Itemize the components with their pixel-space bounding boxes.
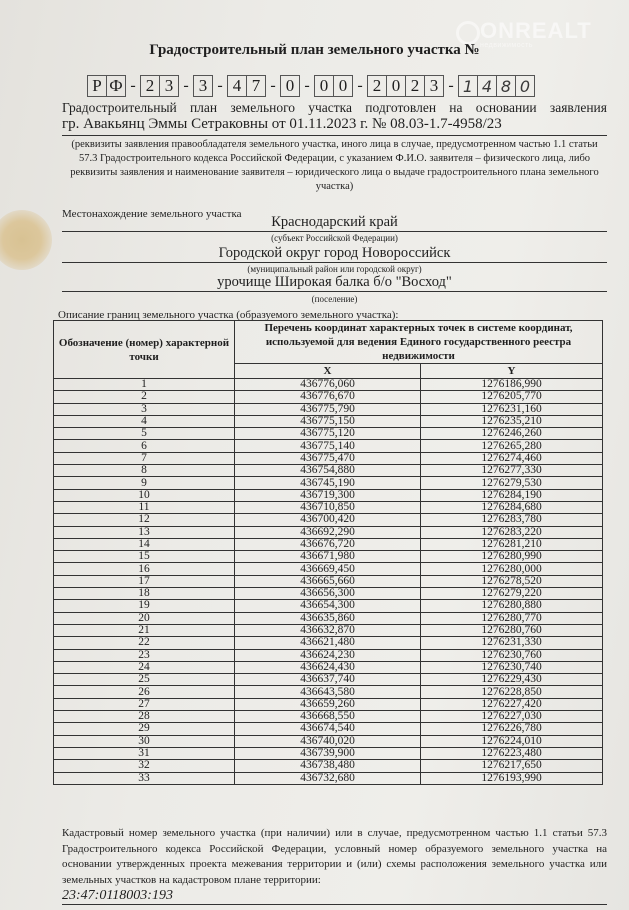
coord-y: 1276193,990 (421, 772, 603, 784)
table-row (54, 723, 603, 735)
point-number: 14 (54, 538, 235, 550)
location-settlement: урочище Широкая балка б/о "Восход" (62, 274, 607, 292)
point-number: 30 (54, 735, 235, 747)
coord-x: 436740,020 (235, 735, 421, 747)
table-row (54, 674, 603, 686)
point-number: 12 (54, 514, 235, 526)
table-row (54, 661, 603, 673)
table-row (54, 760, 603, 772)
coord-y: 1276280,760 (421, 624, 603, 636)
coord-x: 436643,580 (235, 686, 421, 698)
table-row (54, 477, 603, 489)
table-row (54, 698, 603, 710)
coord-y: 1276280,990 (421, 551, 603, 563)
point-number: 3 (54, 403, 235, 415)
number-segment (87, 75, 126, 97)
number-separator: - (448, 77, 454, 94)
number-separator: - (217, 77, 223, 94)
point-number: 26 (54, 686, 235, 698)
handwritten-digit: 0 (519, 76, 531, 96)
table-row (54, 563, 603, 575)
number-segment (314, 75, 353, 97)
table-row (54, 465, 603, 477)
coord-x: 436637,740 (235, 674, 421, 686)
coord-x: 436659,260 (235, 698, 421, 710)
number-segment (458, 75, 535, 97)
point-number: 28 (54, 711, 235, 723)
table-row (54, 452, 603, 464)
point-number: 2 (54, 391, 235, 403)
coord-y: 1276274,460 (421, 452, 603, 464)
number-char: 3 (164, 76, 174, 95)
point-number: 6 (54, 440, 235, 452)
number-segment (227, 75, 266, 97)
table-row (54, 612, 603, 624)
coord-y: 1276265,280 (421, 440, 603, 452)
number-segment (193, 75, 213, 97)
number-char: 2 (141, 76, 160, 96)
location-municipality-note: (муниципальный район или городской округ) (247, 264, 422, 274)
coord-x: 436621,480 (235, 637, 421, 649)
number-segment (140, 75, 179, 97)
point-number: 20 (54, 612, 235, 624)
coord-y: 1276283,220 (421, 526, 603, 538)
handwritten-digit: 8 (497, 76, 516, 96)
number-separator: - (130, 77, 136, 94)
number-char: 0 (285, 76, 295, 95)
coord-x: 436624,230 (235, 649, 421, 661)
number-segment (280, 75, 300, 97)
point-number: 24 (54, 661, 235, 673)
number-char: 2 (368, 76, 387, 96)
coord-y: 1276235,210 (421, 415, 603, 427)
point-number: 11 (54, 501, 235, 513)
table-row (54, 415, 603, 427)
coord-x: 436669,450 (235, 563, 421, 575)
coordinates-table (53, 320, 603, 785)
number-char: Р (88, 76, 107, 96)
coord-y: 1276223,480 (421, 747, 603, 759)
coord-x: 436654,300 (235, 600, 421, 612)
coord-x: 436656,300 (235, 588, 421, 600)
point-number: 15 (54, 551, 235, 563)
column-header-coordinates: Перечень координат характерных точек в системе координат, используемой для ведения Единого государственного реестра недвижимости (235, 321, 603, 364)
column-header-point: Обозначение (номер) характерной точки (54, 321, 235, 379)
coord-y: 1276231,160 (421, 403, 603, 415)
coord-x: 436738,480 (235, 760, 421, 772)
table-row (54, 649, 603, 661)
number-char: 3 (198, 76, 208, 95)
coord-x: 436676,720 (235, 538, 421, 550)
number-separator: - (270, 77, 276, 94)
plan-number (87, 75, 535, 97)
coord-y: 1276227,030 (421, 711, 603, 723)
table-row (54, 526, 603, 538)
number-char: 0 (315, 76, 334, 96)
boundaries-label: Описание границ земельного участка (образуемого земельного участка): (58, 309, 399, 321)
coord-y: 1276280,000 (421, 563, 603, 575)
coord-x: 436775,790 (235, 403, 421, 415)
point-number: 19 (54, 600, 235, 612)
point-number: 22 (54, 637, 235, 649)
table-row (54, 440, 603, 452)
coord-x: 436674,540 (235, 723, 421, 735)
coord-x: 436671,980 (235, 551, 421, 563)
coord-y: 1276279,530 (421, 477, 603, 489)
point-number: 32 (54, 760, 235, 772)
coord-y: 1276226,780 (421, 723, 603, 735)
coord-x: 436775,470 (235, 452, 421, 464)
watermark: ONREALT недвижимость (480, 18, 592, 49)
number-char: 4 (228, 76, 247, 96)
coord-x: 436710,850 (235, 501, 421, 513)
document-title: Градостроительный план земельного участка № (149, 42, 480, 58)
location-subject: Краснодарский край (62, 214, 607, 232)
location-municipality: Городской округ город Новороссийск (62, 245, 607, 263)
coord-x: 436624,430 (235, 661, 421, 673)
coord-x: 436719,300 (235, 489, 421, 501)
point-number: 7 (54, 452, 235, 464)
application-line-1: Градостроительный план земельного участка подготовлен на основании заявления (62, 100, 607, 115)
coord-y: 1276277,330 (421, 465, 603, 477)
number-char: 7 (251, 76, 261, 95)
point-number: 29 (54, 723, 235, 735)
table-row (54, 538, 603, 550)
point-number: 33 (54, 772, 235, 784)
coord-y: 1276280,770 (421, 612, 603, 624)
coord-x: 436692,290 (235, 526, 421, 538)
table-row (54, 747, 603, 759)
number-separator: - (183, 77, 189, 94)
coord-y: 1276280,880 (421, 600, 603, 612)
number-separator: - (357, 77, 363, 94)
number-char: 3 (429, 76, 439, 95)
coord-y: 1276283,780 (421, 514, 603, 526)
coord-x: 436700,420 (235, 514, 421, 526)
coord-y: 1276246,260 (421, 428, 603, 440)
cadastral-number: 23:47:0118003:193 (62, 888, 607, 905)
table-row (54, 514, 603, 526)
point-number: 18 (54, 588, 235, 600)
coord-x: 436745,190 (235, 477, 421, 489)
coord-y: 1276284,190 (421, 489, 603, 501)
column-header-x: X (235, 364, 421, 379)
cadastral-label: Кадастровый номер земельного участка (при наличии) или в случае, предусмотренном частью 1.1 статьи 57.3 Градостроительного кодекса Российской Федерации, условный номер образуемого земельного участка на основании утвержденных проекта межевания территории и (или) схемы расположения земельного участка или земельных участков на кадастровом плане территории: (62, 827, 607, 886)
point-number: 1 (54, 379, 235, 391)
table-row (54, 772, 603, 784)
number-segment (367, 75, 444, 97)
coord-y: 1276205,770 (421, 391, 603, 403)
point-number: 23 (54, 649, 235, 661)
number-char: 0 (387, 76, 406, 96)
coord-x: 436732,680 (235, 772, 421, 784)
coord-x: 436632,870 (235, 624, 421, 636)
coord-x: 436754,880 (235, 465, 421, 477)
point-number: 13 (54, 526, 235, 538)
point-number: 21 (54, 624, 235, 636)
coord-y: 1276230,760 (421, 649, 603, 661)
table-row (54, 637, 603, 649)
table-row (54, 575, 603, 587)
coord-y: 1276224,010 (421, 735, 603, 747)
number-char: Ф (109, 76, 123, 95)
point-number: 8 (54, 465, 235, 477)
point-number: 16 (54, 563, 235, 575)
coord-x: 436775,150 (235, 415, 421, 427)
table-row (54, 711, 603, 723)
location-label: Местонахождение земельного участка (62, 208, 242, 220)
table-row (54, 600, 603, 612)
paper-stain (0, 210, 52, 270)
coord-y: 1276230,740 (421, 661, 603, 673)
coord-y: 1276278,520 (421, 575, 603, 587)
table-row (54, 391, 603, 403)
point-number: 27 (54, 698, 235, 710)
point-number: 9 (54, 477, 235, 489)
coord-x: 436739,900 (235, 747, 421, 759)
location-subject-note: (субъект Российской Федерации) (271, 233, 398, 243)
coord-y: 1276231,330 (421, 637, 603, 649)
coord-x: 436665,660 (235, 575, 421, 587)
coord-x: 436668,550 (235, 711, 421, 723)
point-number: 17 (54, 575, 235, 587)
coord-y: 1276228,850 (421, 686, 603, 698)
point-number: 4 (54, 415, 235, 427)
table-row (54, 624, 603, 636)
application-note: (реквизиты заявления правообладателя земельного участка, иного лица в случае, предусмотренном частью 1.1 статьи 57.3 Градостроительного кодекса Российской Федерации, с указанием Ф.И.О. заявителя – физического лица, либо реквизиты заявления и наименование заявителя – юридического лица о выдаче градостроительного плана земельного участка) (70, 139, 599, 192)
number-char: 2 (406, 76, 425, 96)
number-separator: - (304, 77, 310, 94)
coord-y: 1276186,990 (421, 379, 603, 391)
coord-y: 1276281,210 (421, 538, 603, 550)
number-char: 0 (338, 76, 348, 95)
coord-y: 1276217,650 (421, 760, 603, 772)
table-row (54, 489, 603, 501)
table-row (54, 588, 603, 600)
coord-y: 1276229,430 (421, 674, 603, 686)
location-settlement-note: (поселение) (311, 294, 358, 304)
handwritten-digit: 4 (478, 76, 497, 96)
coord-y: 1276284,680 (421, 501, 603, 513)
column-header-y: Y (421, 364, 603, 379)
coord-x: 436775,120 (235, 428, 421, 440)
point-number: 5 (54, 428, 235, 440)
coord-x: 436775,140 (235, 440, 421, 452)
coord-x: 436776,060 (235, 379, 421, 391)
application-details: гр. Авакьянц Эммы Сетраковны от 01.11.2023 г. № 08.03-1.7-4958/23 (62, 116, 607, 136)
table-row (54, 403, 603, 415)
handwritten-digit: 1 (459, 76, 478, 96)
point-number: 10 (54, 489, 235, 501)
table-row (54, 735, 603, 747)
table-row (54, 501, 603, 513)
table-row (54, 551, 603, 563)
point-number: 31 (54, 747, 235, 759)
table-row (54, 428, 603, 440)
coord-x: 436635,860 (235, 612, 421, 624)
table-row (54, 379, 603, 391)
table-row (54, 686, 603, 698)
point-number: 25 (54, 674, 235, 686)
coord-y: 1276279,220 (421, 588, 603, 600)
coord-y: 1276227,420 (421, 698, 603, 710)
coord-x: 436776,670 (235, 391, 421, 403)
